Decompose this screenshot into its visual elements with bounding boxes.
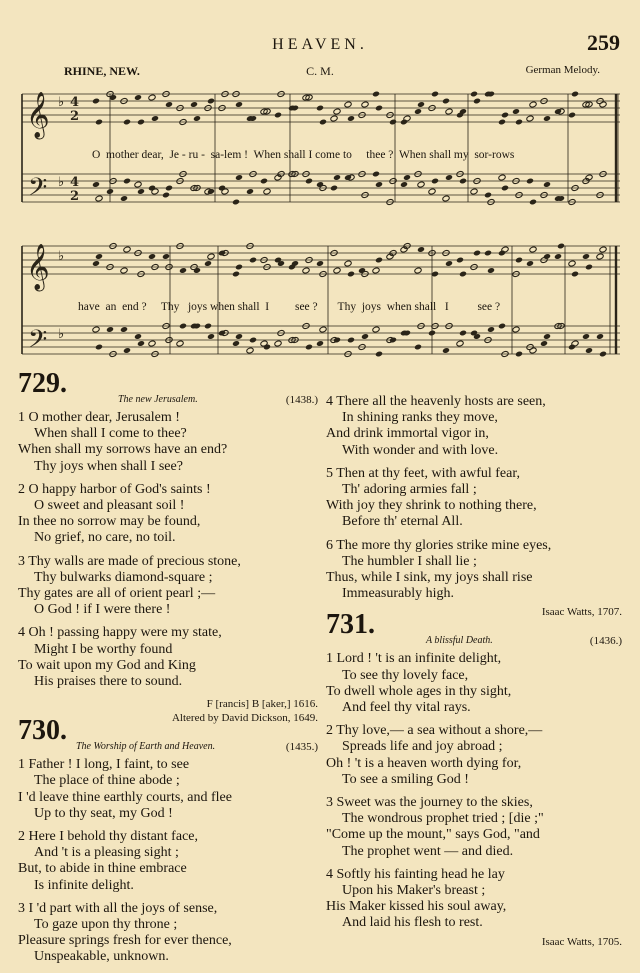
note-head xyxy=(529,199,537,206)
right-column xyxy=(326,394,622,949)
hymn-729-heading xyxy=(18,368,318,410)
note-head xyxy=(95,119,103,126)
hymn-title: The Worship of Earth and Heaven. xyxy=(76,741,216,753)
note-head xyxy=(473,98,481,105)
hymn-number: 730. xyxy=(18,715,67,747)
note-head xyxy=(585,347,593,354)
note-head xyxy=(596,333,604,340)
verse-line: In shining ranks they move, xyxy=(342,410,498,426)
note-head xyxy=(372,267,380,274)
note-head xyxy=(568,260,576,267)
verse-line: To see thy lovely face, xyxy=(342,667,469,683)
note-head xyxy=(372,326,380,333)
note-head xyxy=(512,326,520,333)
note-head xyxy=(235,101,243,108)
hymn-attribution: Isaac Watts, 1707. xyxy=(541,606,622,619)
hymn-meter: (1438.) xyxy=(285,394,318,406)
note-head xyxy=(501,185,509,192)
note-head xyxy=(207,98,215,105)
note-head xyxy=(501,246,509,253)
note-head xyxy=(207,333,215,340)
note-head xyxy=(456,340,464,347)
stanza xyxy=(326,466,622,531)
verse-line: Thy joys when shall I see? xyxy=(34,458,183,474)
note-head xyxy=(235,264,243,271)
note-head xyxy=(540,340,548,347)
note-head xyxy=(470,91,478,98)
note-head xyxy=(92,260,100,267)
flat-sign-icon: ♭ xyxy=(58,95,65,110)
tune-meter: C. M. xyxy=(306,64,334,78)
note-head xyxy=(543,181,551,188)
stanza xyxy=(18,829,318,894)
note-head xyxy=(179,323,187,330)
note-head xyxy=(585,264,593,271)
note-head xyxy=(207,253,215,260)
time-signature-bottom: 2 xyxy=(70,189,80,204)
note-head xyxy=(95,253,103,260)
note-head xyxy=(274,340,282,347)
note-head xyxy=(568,112,576,119)
note-head xyxy=(235,333,243,340)
note-head xyxy=(484,192,492,199)
note-head xyxy=(515,119,523,126)
verse-line: And feel thy vital rays. xyxy=(342,700,471,716)
note-head xyxy=(526,115,534,122)
verse-line: His Maker kissed his soul away, xyxy=(326,899,507,915)
note-head xyxy=(529,347,537,354)
time-signature-top: 4 xyxy=(70,175,80,190)
stanza xyxy=(326,394,622,459)
verse-line: 6 The more thy glories strike mine eyes, xyxy=(326,537,552,553)
note-head xyxy=(400,181,408,188)
verse-line: But, to abide in thine embrace xyxy=(18,861,187,877)
verse-line: 1 Father ! I long, I faint, to see xyxy=(18,757,190,773)
note-head xyxy=(498,119,506,126)
note-head xyxy=(375,181,383,188)
verse-line: O sweet and pleasant soil ! xyxy=(34,498,185,514)
note-head xyxy=(515,257,523,264)
stanza xyxy=(326,723,622,788)
verse-line: 2 O happy harbor of God's saints ! xyxy=(18,481,211,497)
note-head xyxy=(557,243,565,250)
lyrics-line-1: O mother dear, Je - ru - sa-lem ! When shall I come to thee ? When shall my sor-rows xyxy=(92,149,515,161)
stanza xyxy=(326,867,622,932)
note-head xyxy=(249,257,257,264)
note-head xyxy=(305,344,313,351)
note-head xyxy=(473,250,481,257)
note-head xyxy=(442,98,450,105)
note-head xyxy=(319,326,327,333)
hymn-number: 729. xyxy=(18,368,67,399)
note-head xyxy=(316,340,324,347)
verse-line: Before th' eternal All. xyxy=(342,514,463,530)
note-head xyxy=(333,108,341,115)
note-head xyxy=(232,271,240,278)
note-head xyxy=(456,257,464,264)
tune-source: German Melody. xyxy=(525,64,600,76)
note-head xyxy=(333,267,341,274)
note-head xyxy=(263,344,271,351)
verse-line: The wondrous prophet tried ; [die ;" xyxy=(342,811,544,827)
verse-line: Upon his Maker's breast ; xyxy=(342,883,486,899)
note-head xyxy=(204,260,212,267)
verse-line: 1 Lord ! 't is an infinite delight, xyxy=(326,651,502,667)
note-head xyxy=(347,337,355,344)
note-head xyxy=(543,115,551,122)
verse-line: Thus, while I sink, my joys shall rise xyxy=(326,570,533,586)
music-score xyxy=(0,80,640,370)
note-head xyxy=(193,267,201,274)
note-head xyxy=(204,323,212,330)
note-head xyxy=(176,340,184,347)
note-head xyxy=(316,260,324,267)
note-head xyxy=(330,115,338,122)
verse-line: 4 Oh ! passing happy were my state, xyxy=(18,625,222,641)
note-head xyxy=(347,115,355,122)
stanza xyxy=(18,410,318,475)
note-head xyxy=(582,333,590,340)
note-head xyxy=(498,323,506,330)
note-head xyxy=(372,91,380,98)
stanza xyxy=(326,795,622,860)
note-head xyxy=(470,188,478,195)
note-head xyxy=(431,91,439,98)
note-head xyxy=(571,271,579,278)
note-head xyxy=(361,101,369,108)
note-head xyxy=(106,326,114,333)
verse-line: Unspeakable, unknown. xyxy=(34,949,169,965)
note-head xyxy=(431,178,439,185)
verse-line: The humbler I shall lie ; xyxy=(342,553,477,569)
note-head xyxy=(417,246,425,253)
note-head xyxy=(134,181,142,188)
note-head xyxy=(333,174,341,181)
hymn-730-heading xyxy=(18,715,318,757)
hymn-attribution: F [rancis] B [aker,] 1616. Altered by David Dickson, 1649. xyxy=(171,698,318,725)
note-head xyxy=(260,178,268,185)
note-head xyxy=(512,108,520,115)
note-head xyxy=(193,115,201,122)
treble-clef-icon: 𝄞 xyxy=(26,244,50,290)
note-head xyxy=(403,174,411,181)
note-head xyxy=(445,260,453,267)
note-head xyxy=(137,340,145,347)
note-head xyxy=(134,94,142,101)
note-head xyxy=(529,246,537,253)
page-number: 259 xyxy=(587,30,620,55)
verse-line: O God ! if I were there ! xyxy=(34,602,171,618)
note-head xyxy=(137,188,145,195)
verse-line: "Come up the mount," says God, "and xyxy=(326,827,540,843)
verse-line: 3 Thy walls are made of precious stone, xyxy=(18,553,241,569)
note-head xyxy=(92,181,100,188)
note-head xyxy=(347,271,355,278)
note-head xyxy=(246,347,254,354)
note-head xyxy=(487,326,495,333)
verse-line: The place of thine abode ; xyxy=(34,773,180,789)
note-head xyxy=(554,253,562,260)
note-head xyxy=(375,105,383,112)
note-head xyxy=(543,253,551,260)
note-head xyxy=(249,337,257,344)
note-head xyxy=(120,267,128,274)
lyrics-line-2: have an end ? Thy joys when shall I see ? Thy joys when shall I see ? xyxy=(78,301,501,313)
note-head xyxy=(148,253,156,260)
verse-line: Pleasure springs fresh for ever thence, xyxy=(18,933,232,949)
note-head xyxy=(526,178,534,185)
note-head xyxy=(428,330,436,337)
note-head xyxy=(165,185,173,192)
note-head xyxy=(459,178,467,185)
note-head xyxy=(123,246,131,253)
stanza xyxy=(326,538,622,603)
verse-line: With joy they shrink to nothing there, xyxy=(326,498,537,514)
note-head xyxy=(162,253,170,260)
hymn-number: 731. xyxy=(326,609,375,641)
note-head xyxy=(529,101,537,108)
stanza xyxy=(18,757,318,822)
verse-line: 4 Softly his fainting head he lay xyxy=(326,866,505,882)
note-head xyxy=(148,94,156,101)
note-head xyxy=(526,260,534,267)
note-head xyxy=(515,351,523,358)
note-head xyxy=(442,195,450,202)
note-head xyxy=(123,178,131,185)
note-head xyxy=(263,188,271,195)
note-head xyxy=(414,108,422,115)
hymn-title: A blissful Death. xyxy=(426,635,493,647)
note-head xyxy=(92,326,100,333)
verse-line: To dwell whole ages in thy sight, xyxy=(326,683,512,699)
note-head xyxy=(459,271,467,278)
note-head xyxy=(414,267,422,274)
note-head xyxy=(179,267,187,274)
time-signature-bottom: 2 xyxy=(70,109,80,124)
verse-line: 2 Here I behold thy distant face, xyxy=(18,829,198,845)
hymn-attribution: Isaac Watts, 1705. xyxy=(541,935,622,948)
verse-line: Oh ! 't is a heaven worth dying for, xyxy=(326,755,522,771)
tune-name: RHINE, NEW. xyxy=(64,64,140,78)
note-head xyxy=(232,199,240,206)
note-head xyxy=(414,344,422,351)
note-head xyxy=(498,174,506,181)
note-head xyxy=(375,351,383,358)
note-head xyxy=(417,181,425,188)
verse-line: Is infinite delight. xyxy=(34,877,134,893)
verse-line: No grief, no care, no toil. xyxy=(34,530,176,546)
note-head xyxy=(389,119,397,126)
note-head xyxy=(417,101,425,108)
verse-line: 5 Then at thy feet, with awful fear, xyxy=(326,465,520,481)
note-head xyxy=(571,340,579,347)
page-title: HEAVEN. xyxy=(272,36,368,53)
note-head xyxy=(123,119,131,126)
note-head xyxy=(148,340,156,347)
verse-line: Thy bulwarks diamond-square ; xyxy=(34,569,213,585)
note-head xyxy=(120,326,128,333)
hymn-title: The new Jerusalem. xyxy=(118,394,198,405)
verse-line: His praises there to sound. xyxy=(34,674,183,690)
note-head xyxy=(92,98,100,105)
note-head xyxy=(596,253,604,260)
note-head xyxy=(484,250,492,257)
verse-line: When shall my sorrows have an end? xyxy=(18,442,228,458)
note-head xyxy=(487,267,495,274)
verse-line: 3 Sweet was the journey to the skies, xyxy=(326,795,533,811)
note-head xyxy=(501,112,509,119)
verse-line: And drink immortal vigor in, xyxy=(326,426,489,442)
note-head xyxy=(582,253,590,260)
verse-line: And laid his flesh to rest. xyxy=(342,915,483,931)
note-head xyxy=(459,330,467,337)
flat-sign-icon: ♭ xyxy=(58,249,65,264)
verse-line: 3 I 'd part with all the joys of sense, xyxy=(18,900,218,916)
note-head xyxy=(305,178,313,185)
note-head xyxy=(316,105,324,112)
note-head xyxy=(445,174,453,181)
note-head xyxy=(543,333,551,340)
note-head xyxy=(95,195,103,202)
note-head xyxy=(120,195,128,202)
time-signature-top: 4 xyxy=(70,95,80,110)
note-head xyxy=(599,246,607,253)
note-head xyxy=(344,101,352,108)
stanza xyxy=(18,901,318,966)
note-head xyxy=(585,174,593,181)
left-column xyxy=(18,368,318,973)
verse-line: 2 Thy love,— a sea without a shore,— xyxy=(326,723,543,739)
bass-clef-icon: 𝄢 xyxy=(28,325,48,360)
verse-line: With wonder and with love. xyxy=(342,442,499,458)
note-head xyxy=(134,333,142,340)
flat-sign-icon: ♭ xyxy=(58,175,65,190)
note-head xyxy=(123,347,131,354)
verse-line: Might I be worthy found xyxy=(34,641,173,657)
note-head xyxy=(246,188,254,195)
bass-clef-icon: 𝄢 xyxy=(28,173,48,208)
note-head xyxy=(106,188,114,195)
verse-line: In thee no sorrow may be found, xyxy=(18,514,201,530)
verse-line: 1 O mother dear, Jerusalem ! xyxy=(18,410,180,425)
note-head xyxy=(442,347,450,354)
stanza xyxy=(18,554,318,619)
note-head xyxy=(235,174,243,181)
note-head xyxy=(190,101,198,108)
note-head xyxy=(571,91,579,98)
verse-line: To gaze upon thy throne ; xyxy=(34,917,178,933)
treble-clef-icon: 𝄞 xyxy=(26,92,50,138)
note-head xyxy=(403,115,411,122)
verse-line: To see a smiling God ! xyxy=(342,771,469,787)
verse-line: When shall I come to thee? xyxy=(34,426,187,442)
verse-line: Th' adoring armies fall ; xyxy=(342,482,477,498)
note-head xyxy=(361,333,369,340)
note-head xyxy=(162,192,170,199)
verse-line: Spreads life and joy abroad ; xyxy=(342,739,503,755)
note-head xyxy=(95,344,103,351)
note-head xyxy=(302,267,310,274)
note-head xyxy=(165,101,173,108)
hymn-meter: (1435.) xyxy=(285,741,318,754)
note-head xyxy=(232,340,240,347)
flat-sign-icon: ♭ xyxy=(58,327,65,342)
verse-line: 4 There all the heavenly hosts are seen, xyxy=(326,394,546,409)
verse-line: Thy gates are all of orient pearl ;— xyxy=(18,586,216,602)
note-head xyxy=(137,119,145,126)
note-head xyxy=(330,185,338,192)
note-head xyxy=(599,351,607,358)
verse-line: Up to thy seat, my God ! xyxy=(34,805,173,821)
verse-line: I 'd leave thine earthly courts, and flee xyxy=(18,789,232,805)
note-head xyxy=(344,260,352,267)
note-head xyxy=(319,119,327,126)
verse-line: To wait upon my God and King xyxy=(18,657,196,673)
verse-line: The prophet went — and died. xyxy=(342,843,514,859)
note-head xyxy=(372,171,380,178)
verse-line: Immeasurably high. xyxy=(342,586,454,602)
note-head xyxy=(428,188,436,195)
note-head xyxy=(274,112,282,119)
verse-line: And 't is a pleasing sight ; xyxy=(34,845,179,861)
stanza xyxy=(18,625,318,690)
hymn-meter: (1436.) xyxy=(589,635,622,648)
stanza xyxy=(18,482,318,547)
note-head xyxy=(445,108,453,115)
note-head xyxy=(151,115,159,122)
note-head xyxy=(599,101,607,108)
note-head xyxy=(375,257,383,264)
stanza xyxy=(326,651,622,716)
